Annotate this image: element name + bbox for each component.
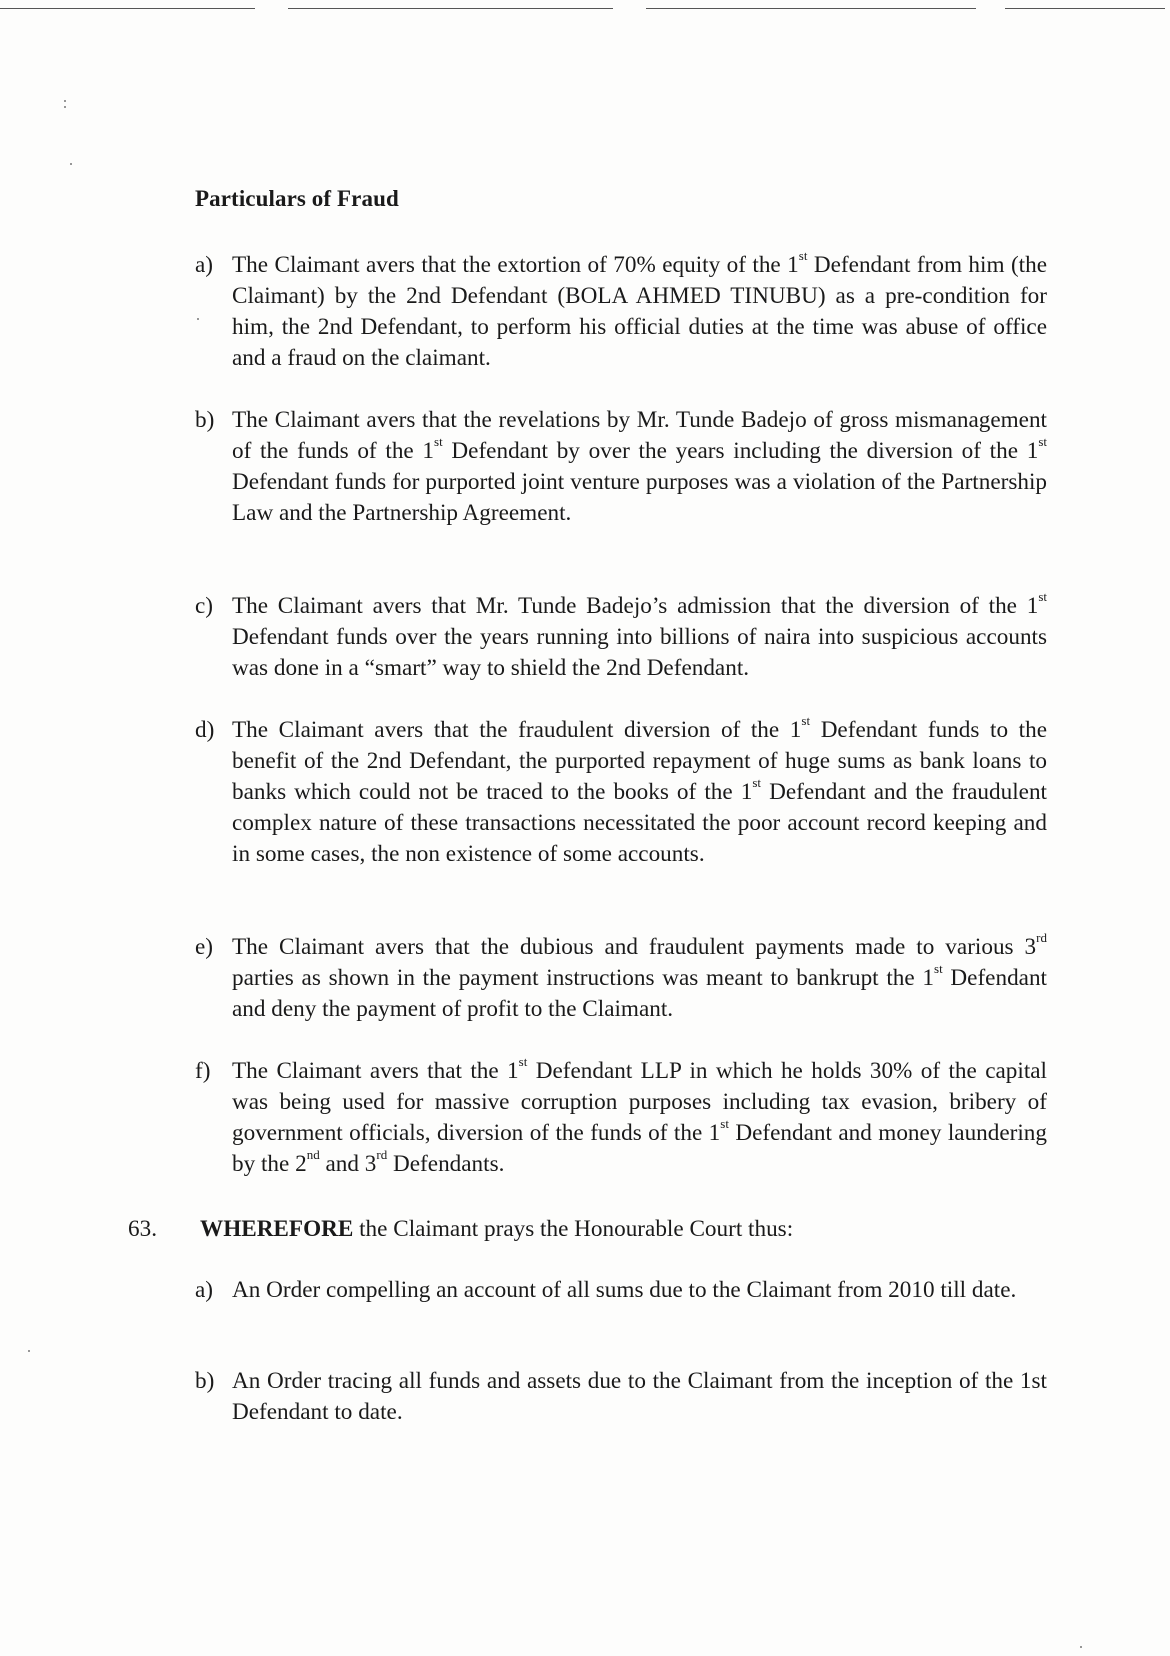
- ordinal-suffix: st: [1038, 589, 1047, 605]
- scan-speck: [64, 100, 66, 102]
- item-label: b): [195, 407, 215, 433]
- item-text: [232, 1275, 1047, 1306]
- ordinal-suffix: st: [720, 1116, 729, 1132]
- item-text-run: Defendant funds to the benefit of the 2nd Defendant, the purported repayment of huge sums as bank loans to banks which could not be traced to the books of the 1: [232, 717, 1047, 805]
- ordinal-suffix: rd: [1036, 930, 1047, 946]
- scan-speck: [64, 106, 66, 108]
- paragraph-body: [200, 1214, 1048, 1245]
- item-label: c): [195, 593, 214, 619]
- item-text-run: The Claimant avers that the dubious and fraudulent payments made to various 3: [232, 934, 1037, 960]
- paragraph-text: the Claimant prays the Honourable Court thus:: [353, 1216, 794, 1242]
- item-text: [232, 405, 1047, 529]
- item-text-run: An Order tracing all funds and assets due to the Claimant from the inception of the 1st Defendant to date.: [232, 1368, 1047, 1425]
- item-label: a): [195, 1277, 214, 1303]
- item-text-run: Defendant by over the years including the diversion of the 1: [442, 438, 1039, 464]
- item-text-run: Defendant and the fraudulent complex nature of these transactions necessitated the poor account record keeping and in some cases, the non existence of some accounts.: [232, 779, 1047, 867]
- list-item: [195, 1056, 1047, 1180]
- item-text: [232, 715, 1047, 870]
- item-text-run: Defendants.: [387, 1151, 505, 1177]
- item-text-run: Defendant and deny the payment of profit to the Claimant.: [232, 965, 1047, 1022]
- scan-artifact-line: [288, 8, 613, 9]
- item-text-run: The Claimant avers that the revelations by Mr. Tunde Badejo of gross mismanagement of the funds of the 1: [232, 407, 1047, 464]
- scan-speck: [1080, 1646, 1082, 1648]
- paragraph-number: 63.: [128, 1216, 157, 1242]
- list-item: [195, 405, 1047, 529]
- wherefore-lead: WHEREFORE: [200, 1216, 354, 1242]
- item-text: [232, 250, 1047, 374]
- ordinal-suffix: st: [1038, 434, 1047, 450]
- item-text-run: The Claimant avers that the 1: [232, 1058, 519, 1084]
- ordinal-suffix: st: [934, 961, 943, 977]
- ordinal-suffix: st: [434, 434, 443, 450]
- item-text-run: The Claimant avers that the extortion of 70% equity of the 1: [232, 252, 799, 278]
- item-text-run: An Order compelling an account of all sums due to the Claimant from 2010 till date.: [232, 1277, 1017, 1303]
- item-text-run: Defendant funds over the years running into billions of naira into suspicious accounts was done in a “smart” way to shield the 2nd Defendant.: [232, 624, 1047, 681]
- list-item: [195, 932, 1047, 1025]
- ordinal-suffix: st: [798, 248, 808, 264]
- item-label: b): [195, 1368, 215, 1394]
- scan-artifact-line: [646, 8, 976, 9]
- scan-speck: [70, 163, 72, 165]
- list-item: [195, 1275, 1047, 1306]
- list-item: [195, 715, 1047, 870]
- item-label: f): [195, 1058, 211, 1084]
- scan-speck: [28, 1350, 30, 1352]
- list-item: [195, 591, 1047, 684]
- ordinal-suffix: st: [801, 713, 811, 729]
- list-item: [195, 250, 1047, 374]
- item-text-run: Defendant from him (the Claimant) by the 2nd Defendant (BOLA AHMED TINUBU) as a pre-condition for him, the 2nd Defendant, to perform his official duties at the time was abuse of office and a fraud on the claimant.: [232, 252, 1047, 371]
- item-label: d): [195, 717, 215, 743]
- ordinal-suffix: nd: [306, 1147, 320, 1163]
- item-text-run: The Claimant avers that Mr. Tunde Badejo’s admission that the diversion of the 1: [232, 593, 1039, 619]
- scan-artifact-line: [0, 8, 255, 9]
- item-text-run: Defendant and money laundering by the 2: [232, 1120, 1047, 1177]
- item-text: [232, 1366, 1047, 1428]
- item-text-run: Defendant funds for purported joint venture purposes was a violation of the Partnership Law and the Partnership Agreement.: [232, 469, 1047, 526]
- item-label: e): [195, 934, 214, 960]
- ordinal-suffix: st: [752, 775, 761, 791]
- item-text-run: parties as shown in the payment instructions was meant to bankrupt the 1: [232, 965, 935, 991]
- list-item: [195, 1366, 1047, 1428]
- section-heading: Particulars of Fraud: [195, 186, 399, 211]
- item-text-run: Defendant LLP in which he holds 30% of the capital was being used for massive corruption purposes including tax evasion, bribery of government officials, diversion of the funds of the 1: [232, 1058, 1047, 1146]
- item-text-run: and 3: [319, 1151, 377, 1177]
- item-text: [232, 932, 1047, 1025]
- item-text: [232, 591, 1047, 684]
- paragraph-63: [128, 1214, 1048, 1245]
- item-text-run: The Claimant avers that the fraudulent diversion of the 1: [232, 717, 802, 743]
- item-label: a): [195, 252, 214, 278]
- ordinal-suffix: st: [518, 1054, 528, 1070]
- ordinal-suffix: rd: [376, 1147, 388, 1163]
- scan-artifact-line: [1005, 8, 1165, 9]
- item-text: [232, 1056, 1047, 1180]
